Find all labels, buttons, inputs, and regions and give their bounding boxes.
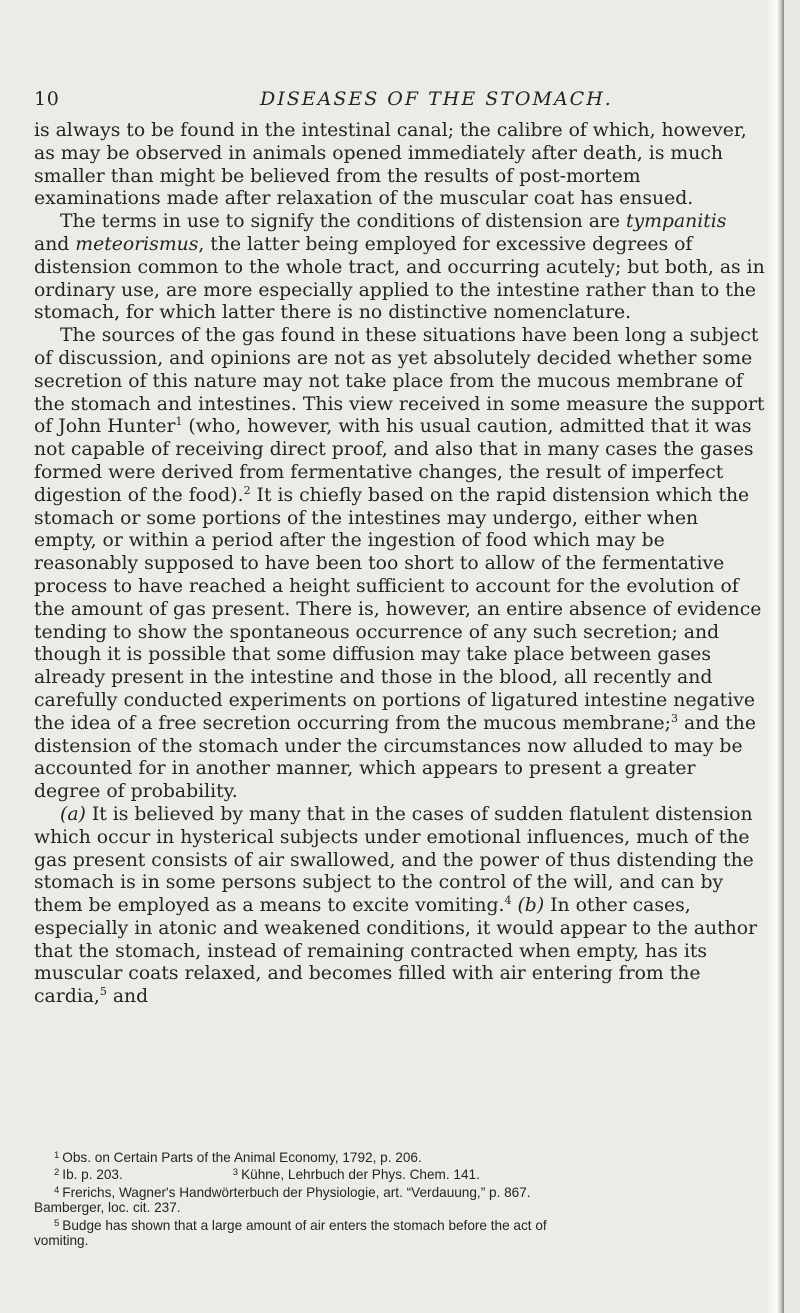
term-tympanitis: tympanitis [625,211,727,233]
footnote-4-mark: 4 [54,1184,60,1196]
footnote-ref-2: 2 [243,483,251,497]
footnote-ref-1: 1 [175,415,183,429]
paragraph-2-text-a: The terms in use to signify the conditions of distension are [60,211,626,233]
footnote-4-line-1: Frerichs, Wagner's Handwörterbuch der Physiologie, art. “Verdauung,” p. 867. [62,1184,531,1200]
paragraph-3 [34,325,766,804]
list-mark-a: (a) [60,803,86,825]
page-edge-shadow [768,0,784,1313]
paragraph-4-text-b: In other cases, especially in atonic and weakened conditions, it would appear to the author that the stomach, instead of remaining contracted when empty, has its muscular coats relaxed, and becomes filled with air entering from the cardia, [34,895,758,1008]
footnote-4-line-2: Bamberger, loc. cit. 237. [34,1200,181,1216]
paragraph-1 [34,120,766,211]
paragraph-4-text-c: and [106,986,149,1008]
term-meteorismus: meteorismus [75,233,199,255]
list-mark-b: (b) [517,895,545,917]
paragraph-4-text-a: It is believed by many that in the cases of sudden flatulent distension which occur in hysterical subjects under emotional influences, much of the gas present consists of air swallowed, and the power of thus distending the stomach is in some persons subject to the control of the will, and can by them be employed as a means to excite vomiting. [34,803,754,917]
paragraph-3-text-a: The sources of the gas found in these situations have been long a subject of discussion, and opinions are not as yet absolutely decided whether some secretion of this nature may not take place from the mucous membrane of the stomach and intestines. This view received in some measure the support of John Hunter [34,325,765,438]
footnote-5-line-1: Budge has shown that a large amount of air enters the stomach before the act of [62,1217,547,1233]
footnotes [34,1148,766,1248]
footnote-5-line-2: vomiting. [34,1233,89,1249]
footnote-1-mark: 1 [54,1150,60,1161]
footnote-5-continued [34,1233,766,1248]
paragraph-2-text-c: , the latter being employed for excessive degrees of distension common to the whole tract, and occurring acutely; but both, as in ordinary use, are more especially applied to the intestine rather than to the stomach, for which latter there is no distinctive nomenclature. [34,233,765,324]
footnote-ref-5: 5 [99,985,107,999]
footnote-2-text: Ib. p. 203. [62,1167,123,1183]
footnote-5 [34,1216,766,1233]
footnote-4 [34,1183,766,1200]
footnote-3-mark: 3 [232,1167,239,1179]
paragraph-1-text: is always to be found in the intestinal canal; the calibre of which, however, as may be observed in animals opened immediately after death, is much smaller than might be believed from the results of post-mortem examinations made after relaxation of the muscular coat has ensued. [34,120,747,210]
footnote-1 [34,1148,766,1165]
footnote-1-text: Obs. on Certain Parts of the Animal Economy, 1792, p. 206. [62,1150,422,1165]
body-text [34,120,766,1009]
page-number: 10 [34,88,60,110]
paragraph-3-text-d: and the distension of the stomach under the circumstances now alluded to may be accounted for in another manner, which appears to present a greater degree of probability. [34,712,757,803]
footnote-4-continued [34,1200,766,1215]
paragraph-3-text-b: (who, however, with his usual caution, admitted that it was not capable of receiving direct proof, and also that in many cases the gases formed were derived from fermentative changes, the result of imperfect digestion of the food). [34,416,754,506]
paragraph-4 [34,804,766,1009]
footnote-2-3-row [34,1165,766,1182]
footnote-2-mark: 2 [54,1167,60,1179]
paragraph-2-text-b: and [34,233,76,255]
footnote-5-mark: 5 [54,1217,60,1229]
footnote-ref-4: 4 [504,894,512,908]
paragraph-3-text-c: It is chiefly based on the rapid distension which the stomach or some portions of the intestines may undergo, either when empty, or within a period after the ingestion of food which may be reasonably supposed to have been too short to allow of the fermentative process to have reached a height sufficient to account for the evolution of the amount of gas present. There is, however, an entire absence of evidence tending to show the spontaneous occurrence of any such secretion; and though it is possible that some diffusion may take place between gases already present in the intestine and those in the blood, all recently and carefully conducted experiments on portions of ligatured intestine negative the idea of a free secretion occurring from the mucous membrane; [34,484,762,734]
paragraph-2 [34,211,766,325]
footnote-3-text: Kühne, Lehrbuch der Phys. Chem. 141. [241,1167,480,1183]
running-title: DISEASES OF THE STOMACH. [260,88,613,110]
footnote-ref-3: 3 [671,711,678,725]
